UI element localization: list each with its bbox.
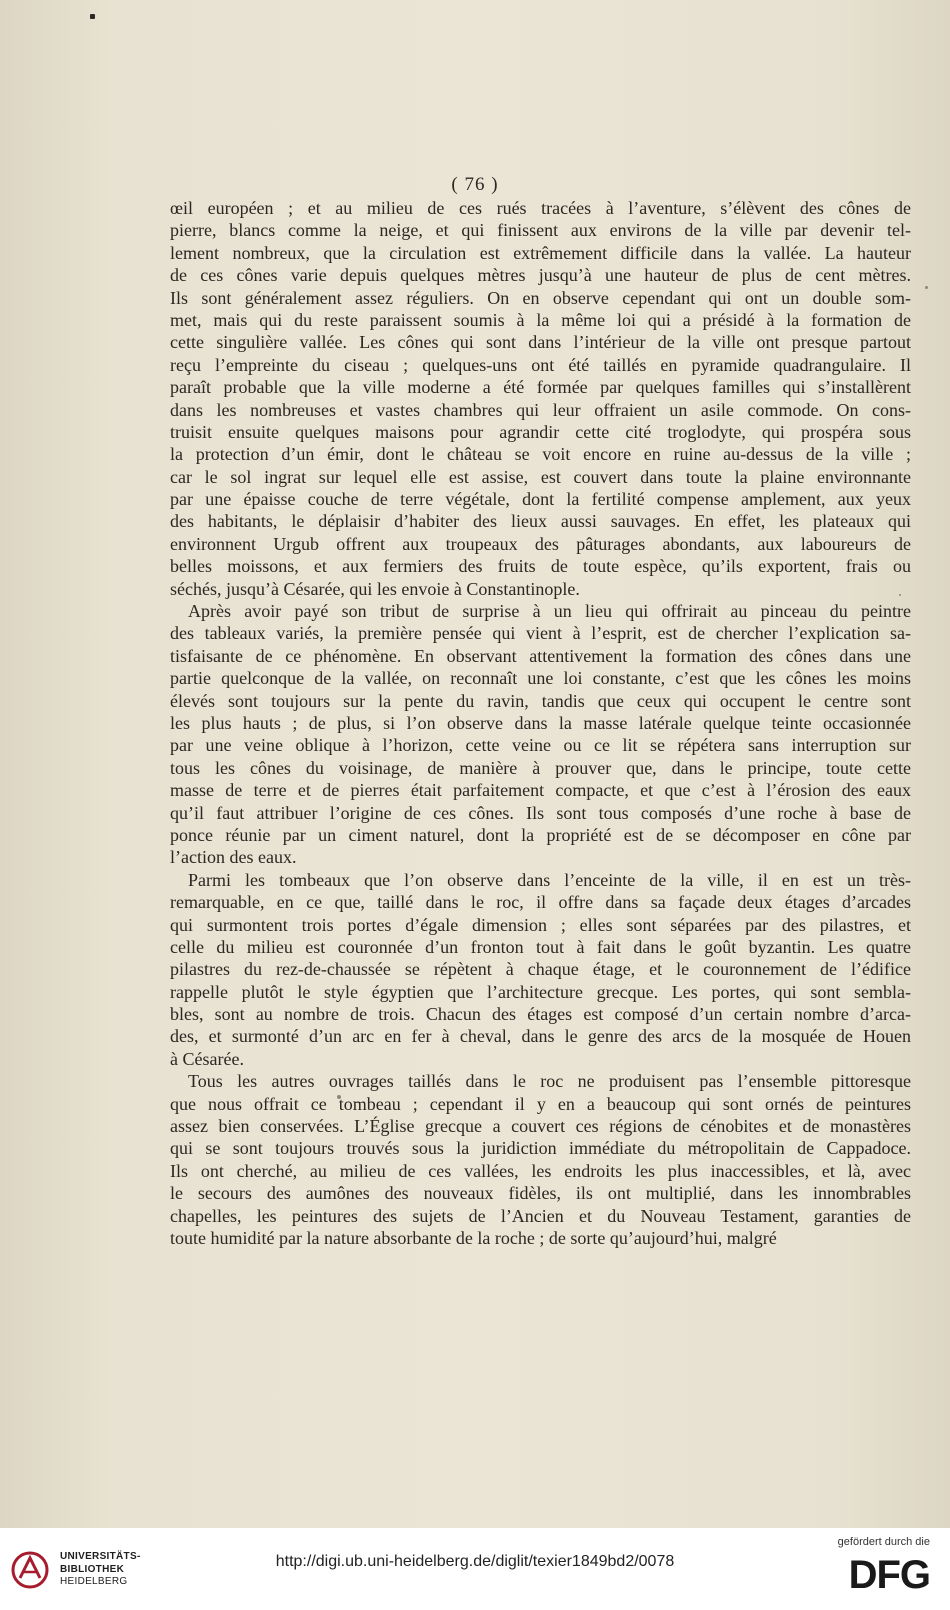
text-line: dans les nombreuses et vastes chambres qui leur offraient un asile commode. On cons- <box>170 399 911 420</box>
text-line: remarquable, en ce que, taillé dans le roc, il offre dans sa façade deux étages d’arcades <box>170 892 911 913</box>
text-line: rappelle plutôt le style égyptien que l’architecture grecque. Les portes, qui sont sembla- <box>170 981 911 1002</box>
text-line: tous les cônes du voisinage, de manière à prouver que, dans le principe, toute cette <box>170 757 911 778</box>
text-line: qu’il faut attribuer l’origine de ces cônes. Ils sont tous composés d’une roche à base de <box>170 802 911 823</box>
text-line: les plus hauts ; de plus, si l’on observe dans la masse latérale quelque teinte occasionnée <box>170 712 911 733</box>
footer-bar <box>0 1528 950 1610</box>
sponsor-caption: gefördert durch die <box>837 1536 930 1548</box>
page-number: ( 76 ) <box>451 174 499 195</box>
text-line: qui surmontent trois portes d’égale dimension ; elles sont séparées par des pilastres, et <box>170 914 911 935</box>
text-line: l’action des eaux. <box>170 847 297 868</box>
text-line: pilastres du rez-de-chaussée se répètent à chaque étage, et le couronnement de l’édifice <box>170 959 911 980</box>
text-line: partie quelconque de la vallée, on reconnaît une loi constante, c’est que les cônes les moins <box>170 668 911 689</box>
text-line: par une veine oblique à l’horizon, cette veine ou ce lit se répétera sans interruption sur <box>170 735 911 756</box>
text-line: la protection d’un émir, dont le château se voit encore en ruine au-dessus de la ville ; <box>170 444 911 465</box>
text-line: des, et surmonté d’un arc en fer à cheval, dans le genre des arcs de la mosquée de Houen <box>170 1026 911 1047</box>
text-line: Ils ont cherché, au milieu de ces vallées, les endroits les plus inaccessibles, et là, avec <box>170 1160 911 1181</box>
text-line: à Césarée. <box>170 1048 244 1069</box>
text-line: car le sol ingrat sur lequel elle est assise, est couvert dans toute la plaine environnante <box>170 466 911 487</box>
text-line: œil européen ; et au milieu de ces rués tracées à l’aventure, s’élèvent des cônes de <box>170 198 911 218</box>
ink-mark <box>90 14 95 19</box>
text-line: lement nombreux, que la circulation est extrêmement difficile dans la vallée. La hauteur <box>170 242 911 263</box>
text-line: des tableaux variés, la première pensée qui vient à l’esprit, est de chercher l’explication sa- <box>170 623 911 644</box>
text-line: belles moissons, et aux fermiers des fruits de toute espèce, qu’ils exportent, frais ou <box>170 556 911 577</box>
paper-speck <box>925 286 928 289</box>
text-line: cette singulière vallée. Les cônes qui sont dans l’intérieur de la ville ont presque partout <box>170 332 911 353</box>
sponsor-block <box>820 1536 930 1606</box>
text-line: chapelles, les peintures des sujets de l’Ancien et du Nouveau Testament, garanties de <box>170 1205 911 1226</box>
library-name-line: HEIDELBERG <box>60 1576 128 1587</box>
text-line: environnent Urgub offrent aux troupeaux des pâturages abondants, aux laboureurs de <box>170 533 911 554</box>
text-line: truisit ensuite quelques maisons pour agrandir cette cité troglodyte, qui prospéra sous <box>170 421 911 442</box>
text-line: masse de terre et de pierres était parfaitement compacte, et que c’est à l’érosion des eaux <box>170 780 911 801</box>
source-url-link[interactable]: http://digi.ub.uni-heidelberg.de/diglit/texier1849bd2/0078 <box>275 1553 675 1570</box>
text-line: élevés sont toujours sur la pente du ravin, tandis que ceux qui occupent le centre sont <box>170 690 911 711</box>
text-line: bles, sont au nombre de trois. Chacun des étages est composé d’un certain nombre d’arca- <box>170 1004 911 1025</box>
dfg-logo: DFG <box>848 1553 930 1597</box>
text-line: séchés, jusqu’à Césarée, qui les envoie à Constantinople. <box>170 578 580 599</box>
library-name-line: BIBLIOTHEK <box>60 1563 125 1575</box>
text-line: pierre, blancs comme la neige, et qui finissent aux environs de la ville par devenir tel- <box>170 220 911 241</box>
text-line: met, mais qui du reste paraissent soumis à la même loi qui a présidé à la formation de <box>170 309 911 330</box>
text-line: Après avoir payé son tribut de surprise à un lieu qui offrirait au pinceau du peintre <box>188 601 911 622</box>
text-line: de ces cônes varie depuis quelques mètres jusqu’à une hauteur de plus de cent mètres. <box>170 265 911 286</box>
text-line: le secours des aumônes des nouveaux fidèles, ils ont multiplié, dans les innombrables <box>170 1183 911 1204</box>
text-line: des habitants, le déplaisir d’habiter des lieux aussi sauvages. En effet, les plateaux qui <box>170 511 911 532</box>
text-line: par une épaisse couche de terre végétale, dont la fertilité compense amplement, aux yeux <box>170 489 911 510</box>
text-line: celle du milieu est couronnée d’un fronton tout à fait dans le goût byzantin. Les quatre <box>170 936 911 957</box>
text-line: tisfaisante de ce phénomène. En observant attentivement la formation des cônes dans une <box>170 645 911 666</box>
library-name-line: UNIVERSITÄTS- <box>60 1551 141 1562</box>
text-line: Tous les autres ouvrages taillés dans le roc ne produisent pas l’ensemble pittoresque <box>188 1071 911 1092</box>
text-line: paraît probable que la ville moderne a été formée par quelques familles qui s’installèrent <box>170 377 911 398</box>
text-line: qui se sont toujours trouvés sous la juridiction immédiate du métropolitain de Cappadoce. <box>170 1138 911 1159</box>
text-line: assez bien conservées. L’Église grecque a couvert ces régions de cénobites et de monastères <box>170 1116 911 1137</box>
text-line: reçu l’empreinte du ciseau ; quelques-uns ont été taillés en pyramide quadrangulaire. Il <box>170 354 911 375</box>
text-line: Ils sont généralement assez réguliers. On en observe cependant qui ont un double som- <box>170 287 911 308</box>
text-line: Parmi les tombeaux que l’on observe dans l’enceinte de la ville, il en est un très- <box>188 869 911 890</box>
text-line: toute humidité par la nature absorbante de la roche ; de sorte qu’aujourd’hui, malgré <box>170 1227 777 1248</box>
text-line: que nous offrait ce tombeau ; cependant il y en a beaucoup qui sont ornés de peintures <box>170 1093 911 1114</box>
text-line: ponce réunie par un ciment naturel, dont la propriété est de se décomposer en cône par <box>170 824 911 845</box>
body-text <box>170 197 911 1249</box>
